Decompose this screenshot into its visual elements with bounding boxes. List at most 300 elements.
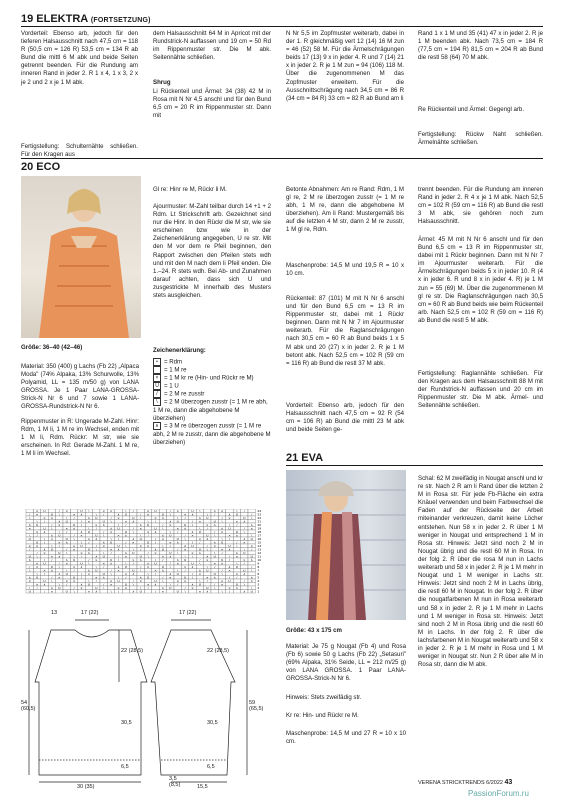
legend-text: = Rdm xyxy=(164,358,183,366)
chart-symbol: × xyxy=(117,533,120,538)
dim-label: 13 xyxy=(51,610,58,616)
chart-symbol: / xyxy=(236,540,238,545)
chart-symbol: U xyxy=(132,515,135,520)
chart-symbol: × xyxy=(213,509,216,513)
chart-symbol: × xyxy=(80,550,83,555)
chart-symbol: \ xyxy=(140,533,142,538)
chart-symbol: U xyxy=(72,557,76,562)
chart-symbol: ∧ xyxy=(161,585,165,590)
chart-symbol: / xyxy=(169,561,171,566)
chart-symbol: \ xyxy=(103,550,105,555)
chart-symbol: / xyxy=(95,526,97,531)
chart-symbol: ∧ xyxy=(169,519,172,524)
chart-symbol: / xyxy=(228,589,231,594)
chart-symbol: × xyxy=(58,540,61,545)
s19-col1: Vorderteil: Ebenso arb, jedoch für den tieferen Halsausschnitt nach 47,5 cm = 118 R (50,5 cm = 126 R) 53,5 cm = 134 R ab Bund die mittl 6 M abk und beide Seiten getrennt beenden. Für die Rundung am inneren Rand in jeder 2. R 1 x 4, 1 x 3, 2 x je 2 und 2 x je 1 M abk. xyxy=(21,30,138,86)
chart-symbol: × xyxy=(176,578,179,583)
legend-text: = 1 M kr re (Hin- und Rückr re M) xyxy=(164,374,254,382)
chart-symbol: ∧ xyxy=(109,578,113,583)
chart-symbol: \ xyxy=(110,589,112,594)
chart-symbol: U xyxy=(65,589,68,594)
chart-symbol: ∧ xyxy=(102,540,105,545)
chart-symbol: U xyxy=(43,509,46,513)
chart-symbol: U xyxy=(220,540,224,545)
chart-symbol: ∧ xyxy=(146,561,150,566)
chart-cell xyxy=(78,590,85,594)
chart-symbol: ∧ xyxy=(124,550,128,555)
chart-symbol: ∧ xyxy=(161,515,165,520)
chart-symbol: / xyxy=(184,585,186,590)
chart-symbol: \ xyxy=(228,522,231,527)
chart-symbol: / xyxy=(43,571,46,576)
chart-symbol: ∧ xyxy=(35,543,39,548)
model-photo-eva xyxy=(286,470,406,620)
knitting-chart xyxy=(21,509,271,596)
chart-row-label: 2 xyxy=(257,586,260,590)
legend-text: = 2 M re zusstr xyxy=(164,390,205,398)
chart-symbol: / xyxy=(66,582,68,587)
chart-symbol: ∧ xyxy=(72,526,76,531)
chart-symbol: U xyxy=(124,512,128,517)
chart-symbol: U xyxy=(154,561,157,566)
chart-symbol: U xyxy=(235,564,239,569)
chart-symbol: U xyxy=(183,575,187,580)
chart-symbol: \ xyxy=(214,550,216,555)
chart-symbol: U xyxy=(95,515,98,520)
chart-symbol: U xyxy=(117,543,120,548)
chart-cell xyxy=(189,590,196,594)
chart-cell xyxy=(167,590,174,594)
chart-symbol: \ xyxy=(154,540,157,545)
chart-symbol: \ xyxy=(251,533,253,538)
chart-symbol: \ xyxy=(206,564,208,569)
chart-symbol: / xyxy=(169,509,171,513)
chart-symbol: U xyxy=(80,509,83,513)
chart-symbol: U xyxy=(191,509,194,513)
chart-symbol: \ xyxy=(125,561,127,566)
chart-symbol: / xyxy=(51,557,53,562)
chart-symbol: U xyxy=(161,547,165,552)
chart-row-label: 10 xyxy=(257,558,262,562)
dim-label: 30,5 xyxy=(121,720,132,726)
chart-symbol: U xyxy=(124,529,128,534)
section-divider xyxy=(286,465,543,466)
chart-symbol: ∧ xyxy=(72,578,76,583)
chart-symbol: × xyxy=(169,540,172,545)
chart-symbol: U xyxy=(87,582,91,587)
chart-symbol: \ xyxy=(51,526,53,531)
chart-symbol: / xyxy=(236,522,238,527)
chart-symbol: U xyxy=(132,550,135,555)
legend-item xyxy=(153,398,271,423)
chart-symbol: \ xyxy=(36,571,38,576)
chart-symbol: / xyxy=(73,568,75,573)
chart-symbol: U xyxy=(124,564,128,569)
chart-symbol: ∧ xyxy=(250,522,253,527)
chart-symbol: ∧ xyxy=(58,519,61,524)
page-number: 43 xyxy=(504,779,513,786)
chart-symbol: \ xyxy=(206,512,208,517)
chart-symbol: \ xyxy=(147,554,149,559)
chart-symbol: × xyxy=(235,519,239,524)
chart-symbol: ∧ xyxy=(243,519,246,524)
chart-symbol: / xyxy=(214,529,216,534)
chart-symbol: U xyxy=(235,582,239,587)
dim-label: 59 (65,5) xyxy=(249,700,264,712)
chart-symbol: × xyxy=(117,585,120,590)
chart-cell xyxy=(122,590,129,594)
chart-row-label: 4 xyxy=(257,579,260,583)
chart-symbol: × xyxy=(213,561,216,566)
chart-symbol: \ xyxy=(110,536,112,541)
chart-symbol: \ xyxy=(221,571,223,576)
chart-symbol: U xyxy=(146,522,150,527)
s20-c3a: Betonte Abnahmen: Am re Rand: Rdm, 1 M gl re, 2 M re überzogen zusstr (= 1 M re abh, 1 M re, dann die abgehobene M überziehen). Am li Rand: Mustergemäß bis auf die letzten 4 M str, dann 2 M re zusstr, 1 M gl re, Rdm. xyxy=(286,186,404,234)
chart-symbol: ∧ xyxy=(220,509,224,513)
chart-symbol: × xyxy=(243,557,246,562)
chart-symbol: U xyxy=(198,582,202,587)
chart-row-label: 3 xyxy=(257,582,260,587)
chart-symbol: ∧ xyxy=(213,575,216,580)
chart-symbol: × xyxy=(28,578,31,583)
chart-symbol: \ xyxy=(147,519,149,524)
chart-symbol: / xyxy=(58,561,60,566)
chart-symbol: × xyxy=(80,585,83,590)
chart-symbol: / xyxy=(110,568,112,573)
chart-symbol: ∧ xyxy=(117,547,120,552)
chart-symbol: × xyxy=(228,585,231,590)
chart-symbol: ∧ xyxy=(65,540,68,545)
chart-symbol: × xyxy=(95,522,98,527)
page-footer xyxy=(418,779,512,786)
chart-symbol: / xyxy=(43,589,46,594)
chart-symbol: × xyxy=(220,547,224,552)
chart-symbol: \ xyxy=(236,509,238,513)
chart-symbol: U xyxy=(87,529,91,534)
chart-symbol: × xyxy=(198,571,202,576)
chart-symbol: \ xyxy=(117,557,120,562)
chart-symbol: / xyxy=(73,533,75,538)
chart-symbol: \ xyxy=(88,561,90,566)
chart-symbol: ∧ xyxy=(213,540,216,545)
chart-symbol: \ xyxy=(36,519,38,524)
chart-symbol: U xyxy=(124,582,128,587)
chart-symbol: \ xyxy=(29,515,31,520)
chart-symbol: / xyxy=(29,512,31,517)
chart-symbol: U xyxy=(146,575,150,580)
chart-symbol: / xyxy=(80,554,83,559)
chart-symbol: \ xyxy=(95,512,97,517)
chart-symbol: U xyxy=(95,568,98,573)
chart-symbol: U xyxy=(228,526,231,531)
chart-symbol: ∧ xyxy=(87,515,91,520)
chart-symbol: \ xyxy=(117,522,120,527)
chart-symbol: / xyxy=(73,585,75,590)
chart-symbol: × xyxy=(124,571,128,576)
chart-symbol: ∧ xyxy=(58,554,61,559)
chart-symbol: \ xyxy=(29,585,31,590)
chart-symbol: \ xyxy=(243,529,245,534)
s20-c4a: trennt beenden. Für die Rundung am inneren Rand in jeder 2. R 4 x je 1 M abk. Nach 52,5 cm = 102 R (59 cm = 116 R) ab Bund die restl 3 M abk, sie gehören noch zum Halsausschnitt. xyxy=(418,186,543,226)
chart-symbol: U xyxy=(102,519,105,524)
chart-symbol: / xyxy=(43,519,46,524)
chart-symbol: U xyxy=(65,519,68,524)
chart-symbol: × xyxy=(191,585,194,590)
chart-symbol: U xyxy=(28,536,31,541)
chart-symbol: ∧ xyxy=(109,526,113,531)
chart-symbol: × xyxy=(35,582,39,587)
chart-symbol: \ xyxy=(132,582,134,587)
s20-c3c: Rückenteil: 87 (101) M mit N Nr 6 anschl und für den Bund 6,5 cm = 13 R im Rippenmuster str, dabei mit 1 Rückr beginnen. Dann mit N Nr 7 im Ajourmuster weiterarb. Für die Raglanschrägungen nach 30,5 cm = 60 R ab Bund beids 1 x 5 M abk und 20 (27) x in jeder 2. R je 1 M betont abk. Nach 52,5 cm = 102 R (59 cm = 116 R) ab Bund die restl 37 M abk. xyxy=(286,295,404,367)
chart-symbol: × xyxy=(250,578,253,583)
chart-symbol: \ xyxy=(58,512,60,517)
chart-symbol: × xyxy=(198,519,202,524)
chart-symbol: U xyxy=(95,585,98,590)
chart-symbol: / xyxy=(154,571,157,576)
chart-symbol: ∧ xyxy=(161,533,165,538)
chart-symbol: U xyxy=(176,571,179,576)
chart-row-label: 13 xyxy=(257,547,262,552)
chart-symbol: × xyxy=(139,578,142,583)
dim-label: 54 (60,5) xyxy=(21,700,36,712)
legend-symbol-icon: \ xyxy=(153,398,161,406)
chart-symbol: ∧ xyxy=(50,568,54,573)
chart-symbol: × xyxy=(50,589,54,594)
chart-symbol: \ xyxy=(80,575,83,580)
chart-symbol: ∧ xyxy=(80,512,83,517)
s19-col2b: Shrug xyxy=(153,79,171,86)
chart-symbol: ∧ xyxy=(28,557,31,562)
chart-symbol: ∧ xyxy=(28,575,31,580)
chart-symbol: \ xyxy=(154,557,157,562)
chart-symbol: × xyxy=(65,578,68,583)
chart-symbol: ∧ xyxy=(206,536,209,541)
s21-size: Größe: 43 x 175 cm xyxy=(286,627,342,634)
chart-symbol: × xyxy=(72,547,76,552)
garment-schematic xyxy=(21,600,271,790)
chart-symbol: / xyxy=(95,578,97,583)
chart-symbol: U xyxy=(243,568,246,573)
s20-ajour: Ajourmuster: M-Zahl teilbar durch 14 +1 + 2 Rdm. Lt Strickschrift arb. Gezeichnet sind nur die Hinr. In den Rückr die M str, wie sie erscheinen bzw wie in der Zeichenerklärung angegeben, U re str. Mit den M vor dem re Pfeil beginnen, den Rapport zwischen den Pfeilen stets wdh und mit den M nach dem li Pfeil enden. Die 1.–24. R stets wdh. Bei Ab- und Zunahmen darauf achten, dass sich U und zusgestrickte M innerhalb des Musters stets ausgleichen. xyxy=(153,203,271,300)
chart-symbol: × xyxy=(220,529,224,534)
chart-symbol: \ xyxy=(73,589,75,594)
chart-symbol: × xyxy=(154,568,157,573)
chart-symbol: \ xyxy=(243,547,245,552)
dim-label: 6,5 xyxy=(121,764,129,770)
chart-symbol: ∧ xyxy=(169,554,172,559)
chart-symbol: / xyxy=(117,536,120,541)
s20-material: Material: 350 (400) g Lachs (Fb 22) „Alpaca Moda" (74% Alpaka, 13% Schurwolle, 13% Polyamid, LL = 135 m/50 g) von LANA GROSSA. Je 1 Paar LANA-GROSSA-Strick-N Nr 6 und 7 sowie 1 LANA-GROSSA-Rundstrick-N Nr 6. xyxy=(21,363,139,411)
chart-symbol: U xyxy=(176,589,179,594)
chart-symbol: / xyxy=(125,575,127,580)
chart-symbol: / xyxy=(184,568,186,573)
chart-symbol: ∧ xyxy=(95,536,98,541)
chart-symbol: U xyxy=(161,564,165,569)
chart-symbol: ∧ xyxy=(117,564,120,569)
chart-symbol: × xyxy=(87,589,91,594)
chart-symbol: \ xyxy=(51,578,53,583)
chart-symbol: × xyxy=(72,564,76,569)
chart-row-label: 24 xyxy=(257,509,262,513)
chart-symbol: × xyxy=(146,582,150,587)
chart-symbol: U xyxy=(87,547,91,552)
chart-symbol: / xyxy=(36,550,38,555)
chart-symbol: ∧ xyxy=(213,522,216,527)
chart-symbol: \ xyxy=(95,547,97,552)
chart-symbol: ∧ xyxy=(80,564,83,569)
chart-symbol: U xyxy=(250,589,253,594)
chart-symbol: \ xyxy=(206,547,208,552)
chart-symbol: × xyxy=(35,564,39,569)
watermark: PassionForum.ru xyxy=(468,789,529,798)
chart-symbol: × xyxy=(183,512,187,517)
legend-symbol-icon: ∧ xyxy=(153,422,161,430)
chart-symbol: ∧ xyxy=(243,589,246,594)
chart-symbol: / xyxy=(29,564,31,569)
chart-symbol: \ xyxy=(162,526,164,531)
section-21-title: 21 EVA xyxy=(286,452,324,464)
s19-col1b: Fertigstellung: Schulternähte schließen. Für den Kragen aus xyxy=(21,143,138,159)
chart-symbol: \ xyxy=(88,526,90,531)
chart-symbol: ∧ xyxy=(50,585,54,590)
chart-symbol: U xyxy=(213,554,216,559)
section-divider xyxy=(21,26,543,27)
chart-symbol: ∧ xyxy=(169,571,172,576)
chart-symbol: \ xyxy=(43,557,46,562)
chart-symbol: U xyxy=(95,533,98,538)
chart-symbol: U xyxy=(154,509,157,513)
chart-symbol: ∧ xyxy=(139,575,142,580)
chart-row-label: 15 xyxy=(257,540,262,545)
chart-symbol: × xyxy=(35,529,39,534)
chart-symbol: U xyxy=(228,543,231,548)
chart-symbol: \ xyxy=(132,529,134,534)
chart-symbol: \ xyxy=(184,554,186,559)
chart-symbol: \ xyxy=(236,543,238,548)
chart-symbol: \ xyxy=(103,533,105,538)
legend-item xyxy=(153,422,271,447)
chart-symbol: × xyxy=(250,543,253,548)
chart-symbol: × xyxy=(95,575,98,580)
chart-symbol: × xyxy=(132,557,135,562)
chart-symbol: × xyxy=(102,543,105,548)
s19-col4c: Fertigstellung: Rückw Naht schließen. Ärmelnähte schließen. xyxy=(418,131,543,147)
chart-symbol: ∧ xyxy=(183,578,187,583)
chart-symbol: ∧ xyxy=(235,533,239,538)
chart-symbol: / xyxy=(88,540,90,545)
chart-symbol: / xyxy=(184,515,186,520)
chart-symbol: ∧ xyxy=(146,543,150,548)
dim-label: 3,5 (8,5) xyxy=(169,776,181,788)
chart-symbol: U xyxy=(35,540,39,545)
dim-label: 22 (28,5) xyxy=(121,648,144,654)
chart-symbol: ∧ xyxy=(191,582,194,587)
chart-symbol: ∧ xyxy=(228,547,231,552)
chart-symbol: / xyxy=(221,550,223,555)
chart-symbol: ∧ xyxy=(198,568,202,573)
legend-symbol-icon: / xyxy=(153,390,161,398)
chart-symbol: ∧ xyxy=(87,550,91,555)
chart-symbol: / xyxy=(58,543,60,548)
chart-symbol: \ xyxy=(80,540,83,545)
chart-symbol: U xyxy=(58,550,61,555)
chart-row-label: 12 xyxy=(257,551,262,555)
chart-symbol: / xyxy=(147,533,149,538)
chart-symbol: ∧ xyxy=(87,568,91,573)
chart-symbol: ∧ xyxy=(154,547,157,552)
chart-symbol: × xyxy=(65,509,68,513)
chart-symbol: / xyxy=(243,578,245,583)
chart-symbol: × xyxy=(65,526,68,531)
chart-symbol: U xyxy=(43,526,46,531)
chart-symbol: / xyxy=(243,509,245,513)
chart-symbol: U xyxy=(72,575,76,580)
chart-symbol: / xyxy=(162,557,164,562)
chart-symbol: × xyxy=(35,512,39,517)
chart-symbol: U xyxy=(139,589,142,594)
chart-symbol: ∧ xyxy=(102,575,105,580)
chart-symbol: \ xyxy=(66,568,68,573)
chart-symbol: ∧ xyxy=(183,543,187,548)
chart-symbol: × xyxy=(109,547,113,552)
chart-symbol: ∧ xyxy=(250,575,253,580)
chart-symbol: / xyxy=(162,522,164,527)
chart-symbol: ∧ xyxy=(109,509,113,513)
chart-symbol: × xyxy=(146,512,150,517)
chart-symbol: / xyxy=(80,571,83,576)
chart-symbol: / xyxy=(243,526,245,531)
s20-zeichen: Zeichenerklärung: xyxy=(153,347,206,354)
chart-row-label: 23 xyxy=(257,512,262,517)
chart-symbol: × xyxy=(124,554,128,559)
chart-symbol: \ xyxy=(140,568,142,573)
chart-symbol: / xyxy=(154,536,157,541)
chart-symbol: × xyxy=(117,568,120,573)
chart-symbol: × xyxy=(109,529,113,534)
chart-symbol: × xyxy=(169,575,172,580)
chart-symbol: / xyxy=(243,561,245,566)
chart-symbol: / xyxy=(199,557,201,562)
chart-symbol: ∧ xyxy=(139,522,142,527)
chart-symbol: U xyxy=(206,585,209,590)
chart-symbol: ∧ xyxy=(146,509,150,513)
chart-symbol: ∧ xyxy=(206,589,209,594)
chart-symbol: \ xyxy=(140,515,142,520)
chart-symbol: / xyxy=(132,561,134,566)
s19-col4b: Re Rückenteil und Ärmel: Gegengl arb. xyxy=(418,106,525,113)
chart-symbol: × xyxy=(58,522,61,527)
chart-symbol: / xyxy=(177,547,179,552)
chart-symbol: \ xyxy=(221,519,223,524)
chart-symbol: ∧ xyxy=(132,571,135,576)
chart-symbol: × xyxy=(176,509,179,513)
chart-symbol: / xyxy=(147,550,149,555)
chart-symbol: ∧ xyxy=(109,561,113,566)
legend-text: = 2 M überzogen zusstr (= 1 M re abh, 1 M re, dann die abgehobene M überziehen) xyxy=(153,398,268,422)
chart-symbol: U xyxy=(65,536,68,541)
chart-row-label: 1 xyxy=(257,589,260,594)
chart-symbol: U xyxy=(72,522,76,527)
chart-symbol: / xyxy=(80,519,83,524)
chart-symbol: U xyxy=(102,571,105,576)
chart-symbol: / xyxy=(221,568,223,573)
chart-row-label: 21 xyxy=(257,519,262,524)
legend-symbol-icon xyxy=(153,366,161,374)
chart-symbol: U xyxy=(80,543,83,548)
chart-symbol: U xyxy=(65,571,68,576)
chart-symbol: × xyxy=(198,589,202,594)
chart-symbol: × xyxy=(213,543,216,548)
